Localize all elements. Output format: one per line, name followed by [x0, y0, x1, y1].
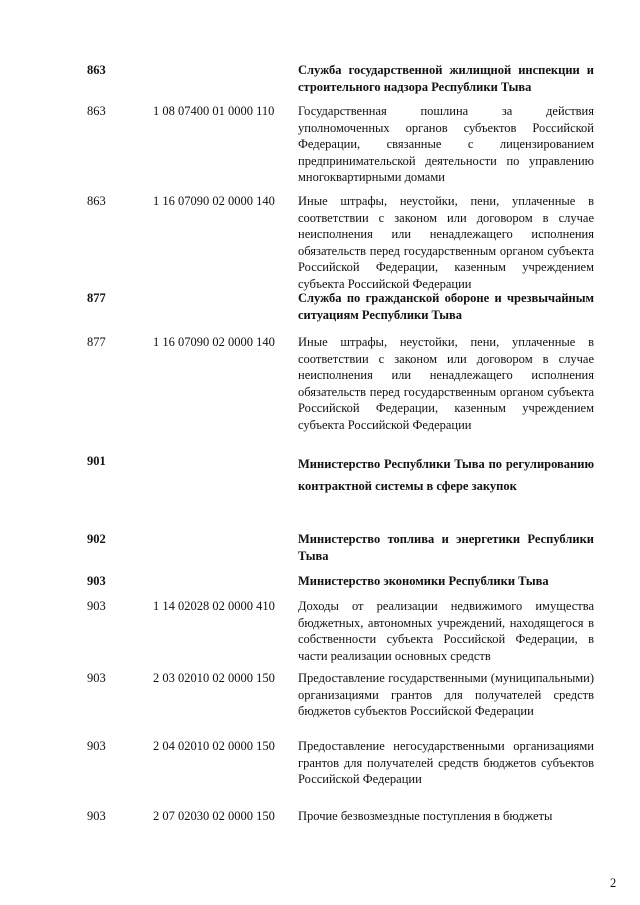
admin-code: 903	[87, 671, 106, 685]
admin-code: 903	[87, 809, 106, 823]
revenue-code: 1 16 07090 02 0000 140	[153, 194, 275, 208]
revenue-description: Иные штрафы, неустойки, пени, уплаченные в соответствии с законом или договором в случае неисполнения или ненадлежащего исполнения обязательств перед государственным органом субъекта Российской Федерации, казенным учреждением субъекта Российской Федерации	[298, 335, 594, 432]
revenue-code: 1 16 07090 02 0000 140	[153, 335, 275, 349]
section-heading: Министерство топлива и энергетики Республики Тыва	[298, 532, 594, 563]
admin-code: 903	[87, 599, 106, 613]
section-heading: Служба по гражданской обороне и чрезвычайным ситуациям Республики Тыва	[298, 291, 594, 322]
admin-code: 877	[87, 291, 106, 305]
revenue-code: 2 07 02030 02 0000 150	[153, 809, 275, 823]
section-heading: Служба государственной жилищной инспекции и строительного надзора Республики Тыва	[298, 63, 594, 94]
revenue-description: Предоставление государственными (муниципальными) организациями грантов для получателей средств бюджетов субъектов Российской Федерации	[298, 671, 594, 718]
revenue-description: Государственная пошлина за действия уполномоченных органов субъектов Российской Федерации, связанные с лицензированием предпринимательской деятельности по управлению многоквартирными домами	[298, 104, 594, 184]
revenue-description: Прочие безвозмездные поступления в бюджеты	[298, 809, 553, 823]
revenue-code: 2 03 02010 02 0000 150	[153, 671, 275, 685]
admin-code: 863	[87, 63, 106, 77]
revenue-code: 1 08 07400 01 0000 110	[153, 104, 275, 118]
admin-code: 903	[87, 574, 106, 588]
admin-code: 877	[87, 335, 106, 349]
admin-code: 901	[87, 454, 106, 468]
revenue-code: 1 14 02028 02 0000 410	[153, 599, 275, 613]
admin-code: 863	[87, 194, 106, 208]
revenue-description: Предоставление негосударственными организациями грантов для получателей средств бюджетов субъектов Российской Федерации	[298, 739, 594, 786]
section-heading: Министерство Республики Тыва по регулированию контрактной системы в сфере закупок	[298, 457, 594, 493]
page-number: 2	[610, 876, 617, 890]
revenue-description: Доходы от реализации недвижимого имущества бюджетных, автономных учреждений, находящегося в собственности субъекта Российской Федерации, в части реализации основных средств	[298, 599, 594, 663]
admin-code: 903	[87, 739, 106, 753]
admin-code: 902	[87, 532, 106, 546]
revenue-description: Иные штрафы, неустойки, пени, уплаченные в соответствии с законом или договором в случае неисполнения или ненадлежащего исполнения обязательств перед государственным органом субъекта Российской Федерации, казенным учреждением субъекта Российской Федерации	[298, 194, 594, 291]
section-heading: Министерство экономики Республики Тыва	[298, 574, 549, 588]
admin-code: 863	[87, 104, 106, 118]
revenue-code: 2 04 02010 02 0000 150	[153, 739, 275, 753]
